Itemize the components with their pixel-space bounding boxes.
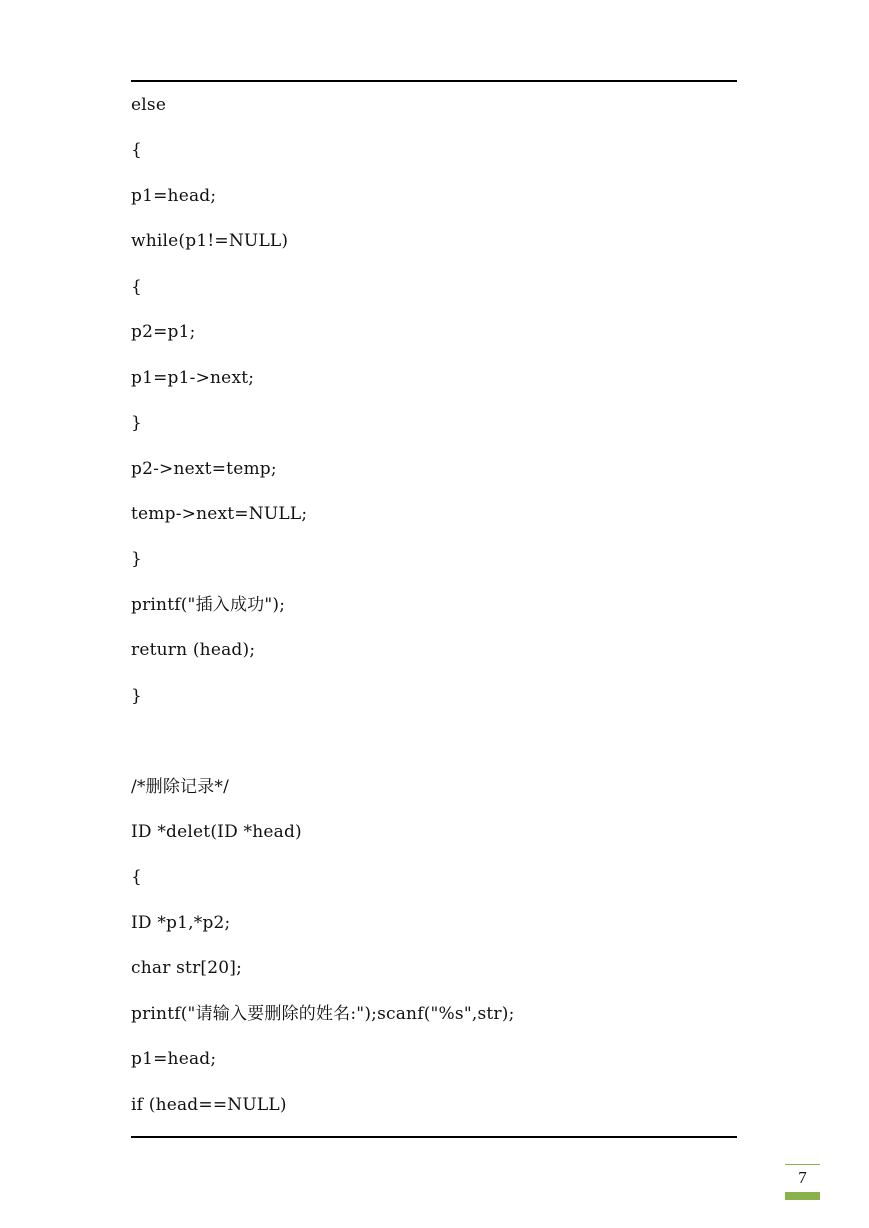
code-line: { <box>131 867 143 888</box>
code-line: p2->next=temp; <box>131 458 277 479</box>
page-number-accent-bar <box>785 1192 820 1200</box>
code-line: if (head==NULL) <box>131 1094 287 1115</box>
code-line: ID *delet(ID *head) <box>131 822 302 842</box>
page-number-block <box>785 1164 820 1200</box>
code-line: p2=p1; <box>131 322 196 343</box>
code-line: printf("请输入要删除的姓名:");scanf("%s",str); <box>131 1003 515 1024</box>
code-line: ID *p1,*p2; <box>131 912 231 933</box>
code-line: temp->next=NULL; <box>131 503 308 524</box>
code-listing <box>131 92 737 1137</box>
blank-line <box>131 728 737 773</box>
code-line: } <box>131 685 143 706</box>
footer-rule <box>131 1136 737 1138</box>
code-line: { <box>131 276 143 297</box>
header-rule <box>131 80 737 82</box>
code-line: } <box>131 413 143 434</box>
code-line: p1=p1->next; <box>131 367 255 388</box>
page-number-top-line <box>785 1164 820 1165</box>
code-line: p1=head; <box>131 185 217 206</box>
code-line: while(p1!=NULL) <box>131 231 289 252</box>
code-line: p1=head; <box>131 1049 217 1070</box>
code-line: else <box>131 95 167 115</box>
code-line: printf("插入成功"); <box>131 594 286 615</box>
code-line: { <box>131 140 143 161</box>
page-number: 7 <box>798 1168 807 1187</box>
code-line: } <box>131 549 143 570</box>
code-line: char str[20]; <box>131 958 243 979</box>
code-comment-line: /*删除记录*/ <box>131 776 230 797</box>
code-line: return (head); <box>131 640 256 661</box>
